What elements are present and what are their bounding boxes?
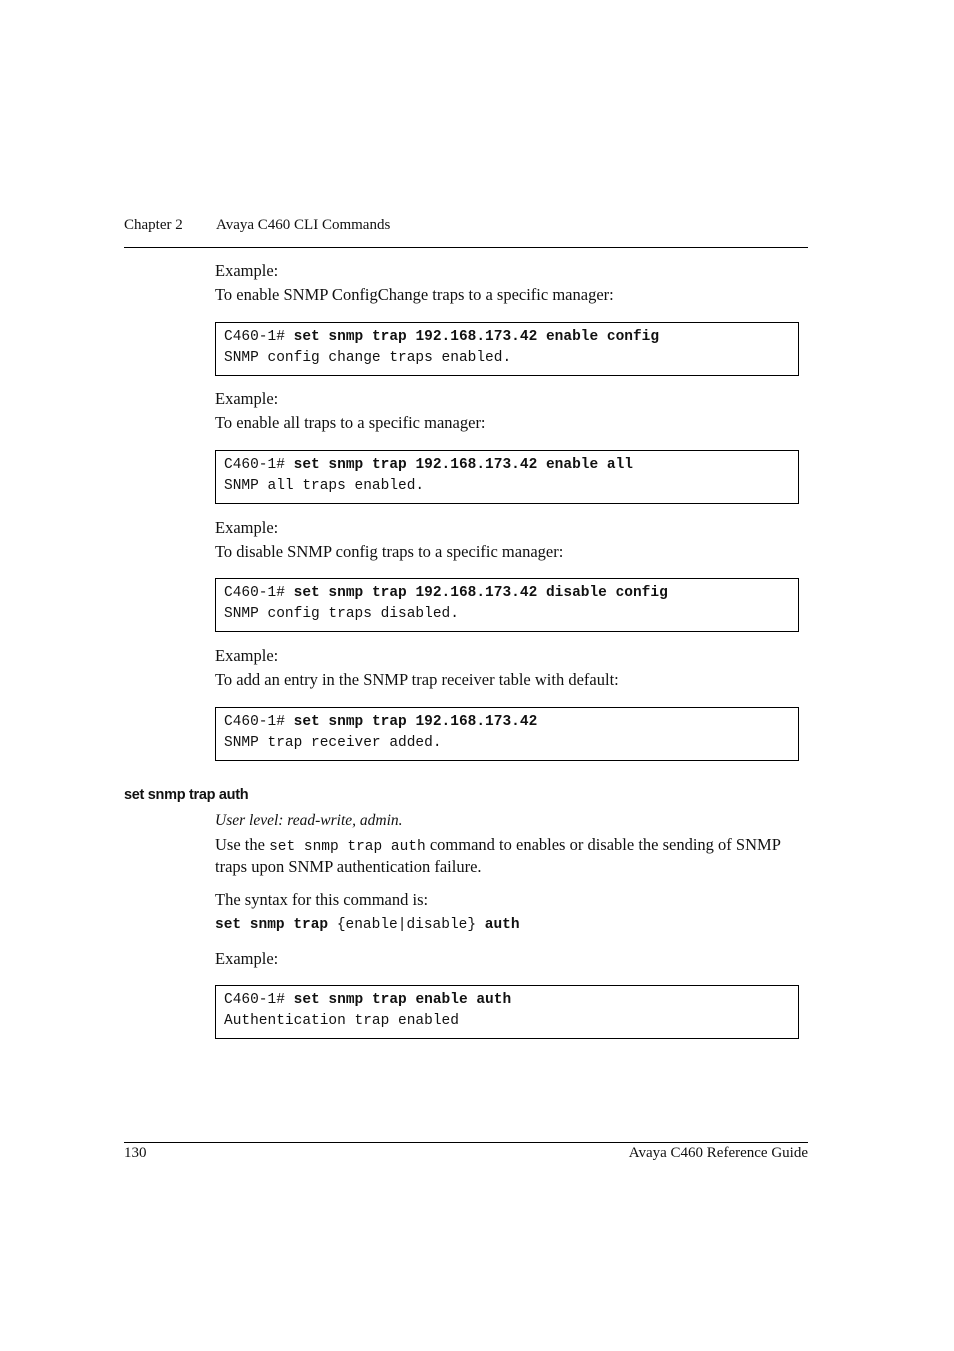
example-description: To enable all traps to a specific manager: — [215, 413, 486, 432]
code-command: set snmp trap 192.168.173.42 enable all — [293, 457, 633, 473]
syntax-arguments: {enable|disable} — [328, 917, 485, 933]
code-command: set snmp trap enable auth — [293, 992, 512, 1008]
code-output: SNMP config change traps enabled. — [224, 350, 512, 366]
example-description: To enable SNMP ConfigChange traps to a specific manager: — [215, 285, 614, 304]
page-number: 130 — [124, 1145, 147, 1161]
example-label: Example: — [215, 389, 279, 408]
description-text: Use the — [215, 835, 270, 854]
inline-command: set snmp trap auth — [269, 839, 426, 855]
example-label: Example: — [215, 949, 279, 968]
user-level: User level: read-write, admin. — [215, 812, 403, 829]
code-block — [215, 985, 799, 1039]
code-command: set snmp trap 192.168.173.42 enable config — [293, 329, 660, 345]
page-header — [124, 215, 808, 248]
code-output: SNMP config traps disabled. — [224, 606, 459, 622]
code-block — [215, 322, 799, 376]
code-prompt: C460-1# — [224, 457, 294, 473]
code-block — [215, 578, 799, 632]
example-description: To add an entry in the SNMP trap receiver table with default: — [215, 670, 619, 689]
example-label: Example: — [215, 518, 279, 537]
description-text: command to enables or disable the sending of SNMP traps upon SNMP authentication failure. — [215, 835, 781, 876]
code-output: Authentication trap enabled — [224, 1013, 459, 1029]
guide-title: Avaya C460 Reference Guide — [628, 1145, 808, 1161]
example-description: To disable SNMP config traps to a specific manager: — [215, 542, 564, 561]
syntax-keyword: auth — [484, 917, 520, 933]
page-footer — [124, 1142, 808, 1161]
example-label: Example: — [215, 646, 279, 665]
code-block — [215, 450, 799, 504]
code-prompt: C460-1# — [224, 329, 294, 345]
code-prompt: C460-1# — [224, 992, 294, 1008]
syntax-line — [215, 915, 520, 935]
description-paragraph — [215, 835, 790, 877]
section-heading: set snmp trap auth — [124, 787, 249, 803]
syntax-command: set snmp trap — [215, 917, 329, 933]
chapter-label: Chapter 2 — [124, 217, 183, 233]
syntax-intro: The syntax for this command is: — [215, 890, 429, 909]
code-block — [215, 707, 799, 761]
code-output: SNMP trap receiver added. — [224, 735, 442, 751]
code-prompt: C460-1# — [224, 585, 294, 601]
chapter-title: Avaya C460 CLI Commands — [216, 217, 391, 233]
code-command: set snmp trap 192.168.173.42 disable config — [293, 585, 668, 601]
code-prompt: C460-1# — [224, 714, 294, 730]
example-label: Example: — [215, 261, 279, 280]
code-command: set snmp trap 192.168.173.42 — [293, 714, 538, 730]
code-output: SNMP all traps enabled. — [224, 478, 425, 494]
